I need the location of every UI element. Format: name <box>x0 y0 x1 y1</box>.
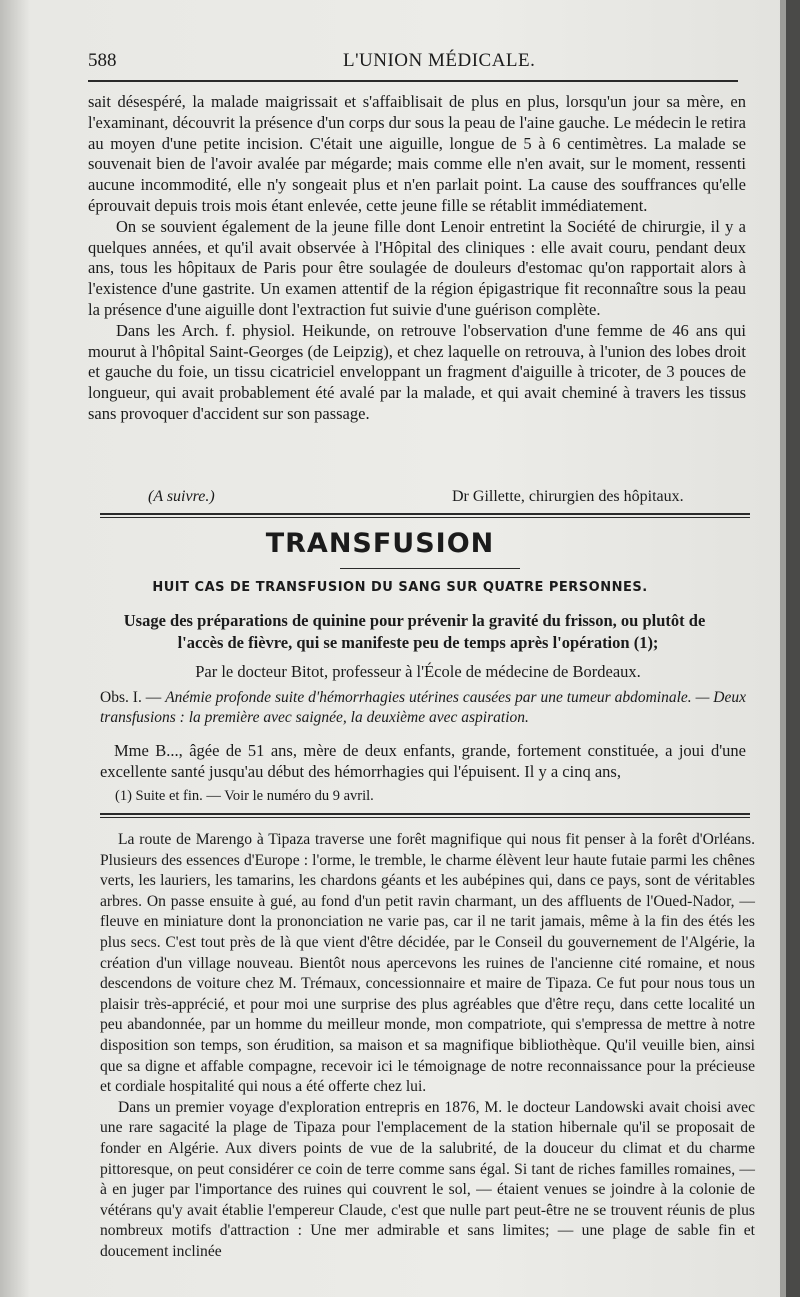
obs-label: Obs. I. — <box>100 689 162 706</box>
feuilleton-rule <box>100 813 750 815</box>
footnote: (1) Suite et fin. — Voir le numéro du 9 avril. <box>115 788 374 804</box>
feuilleton-body <box>100 830 755 1262</box>
obs-text: Anémie profonde suite d'hémorrhagies utérines causées par une tumeur abdominale. — Deux transfusions : la première avec saignée, la deuxième avec aspiration. <box>100 689 747 726</box>
paragraph: Mme B..., âgée de 51 ans, mère de deux enfants, grande, fortement constituée, a joui d'une excellente santé jusqu'au début des hémorrhagies qui l'épuisent. Il y a cinq ans, <box>100 741 746 781</box>
paragraph: La route de Marengo à Tipaza traverse une forêt magnifique qui nous fit penser à la forêt d'Orléans. Plusieurs des essences d'Europe : l'orme, le tremble, le charme élèvent leur haute futaie parmi les chênes verts, les lauriers, les tamarins, les chardons géants et les aubépines qui, dans ce pays, sont de véritables arbres. On passe ensuite à gué, au fond d'un petit ravin charmant, un des affluents de l'Oued-Nador, — fleuve en miniature dont la prononciation ne varie pas, car il ne tarit jamais, même à la fin des étés les plus secs. C'est tout près de là que vient d'être décidée, par le Conseil du gouvernement de l'Algérie, la création d'un village nouveau. Bientôt nous apercevons les ruines de l'ancienne cité romaine, et nous descendons de voiture chez M. Trémaux, concessionnaire et maire de Tipaza. Ce fut pour nous tous un plaisir très-apprécié, et pour moi une surprise des plus agréables que d'être reçu, dans cette localité un peu abandonnée, par un homme du meilleur monde, mon compatriote, qui s'empressa de mettre à notre disposition son temps, son érudition, sa maison et sa magnifique bibliothèque. Qu'il veuille bien, ainsi que sa digne et affable compagne, recevoir ici le témoignage de notre reconnaissance pour la précieuse et cordiale hospitalité qui nous a été offerte chez lui. <box>100 831 755 1096</box>
section-title: TRANSFUSION <box>265 528 495 559</box>
observation-heading <box>100 688 746 728</box>
article-subtitle: HUIT CAS DE TRANSFUSION DU SANG SUR QUATRE PERSONNES. <box>152 580 648 595</box>
page-header <box>88 50 748 76</box>
section-rule-thin <box>100 517 750 518</box>
title-underline <box>340 568 520 569</box>
book-spine <box>786 0 800 1297</box>
subtitle-line-1: Usage des préparations de quinine pour prévenir la gravité du frisson, ou plutôt de <box>123 611 706 630</box>
paragraph: Dans les Arch. f. physiol. Heikunde, on retrouve l'observation d'une femme de 46 ans qui mourut à l'hôpital Saint-Georges (de Leipzig), et chez laquelle on retrouva, à l'union des lobes droit et gauche du foie, un tissu cicatriciel enveloppant un fragment d'aiguille à tricoter, de 3 pouces de longueur, qui avait probablement été avalé par la malade, et qui avait cheminé à travers les tissus sans provoquer d'accident sur son passage. <box>88 320 746 423</box>
paragraph: On se souvient également de la jeune fille dont Lenoir entretint la Société de chirurgie, il y a quelques années, et qu'il avait observée à l'Hôpital des cliniques : elle avait couru, pendant deux ans, tous les hôpitaux de Paris pour être soulagée de douleurs d'estomac qu'on rapportait alors à l'existence d'une gastrite. Un examen attentif de la région épigastrique fit reconnaître sous la peau la présence d'une aiguille dont l'extraction fut suivie d'une guérison complète. <box>88 216 746 319</box>
observation-body <box>100 741 746 783</box>
book-gutter <box>780 0 786 1297</box>
header-rule <box>88 80 738 82</box>
article-body <box>88 92 746 425</box>
feuilleton-rule-thin <box>100 817 750 818</box>
byline: Par le docteur Bitot, professeur à l'École de médecine de Bordeaux. <box>195 662 641 681</box>
journal-title: L'UNION MÉDICALE. <box>343 50 536 71</box>
author-signature: Dr Gillette, chirurgien des hôpitaux. <box>452 488 684 505</box>
paragraph: sait désespéré, la malade maigrissait et s'affaiblisait de plus en plus, lorsqu'un jour sa mère, en l'examinant, découvrit la présence d'un corps dur sous la peau de l'aine gauche. Le médecin le retira au moyen d'une petite incision. C'était une aiguille, longue de 5 à 6 centimètres. La malade se souvenait bien de l'avoir avalée par mégarde; mais comme elle n'en avait, sur le moment, ressenti aucune incommodité, elle n'y songeait plus et n'en parlait point. La cause des souffrances qu'elle éprouvait depuis trois mois étant enlevée, cette jeune fille se rétablit immédiatement. <box>88 92 746 215</box>
paragraph: Dans un premier voyage d'exploration entrepris en 1876, M. le docteur Landowski avait choisi avec une rare sagacité la plage de Tipaza pour l'emplacement de la station hibernale qu'il se proposait de fonder en Algérie. Aux divers points de vue de la salubrité, de la douceur du climat et du charme pittoresque, on peut considérer ce coin de terre comme sans égal. Si tant de riches familles romaines, — à en juger par l'importance des ruines qui couvrent le sol, — étaient venues se joindre à la colonie de vétérans qu'y avait établie l'empereur Claude, c'est que nulle part peut-être ne se trouvent réunis de plus nombreux motifs d'attraction : Une mer admirable et sans limites; — une plage de sable fin et doucement inclinée <box>100 1098 755 1260</box>
section-rule <box>100 513 750 515</box>
page-number: 588 <box>88 50 117 71</box>
subtitle-line-2: l'accès de fièvre, qui se manifeste peu de temps après l'opération (1); <box>177 633 659 652</box>
continued-note: (A suivre.) <box>148 488 215 505</box>
